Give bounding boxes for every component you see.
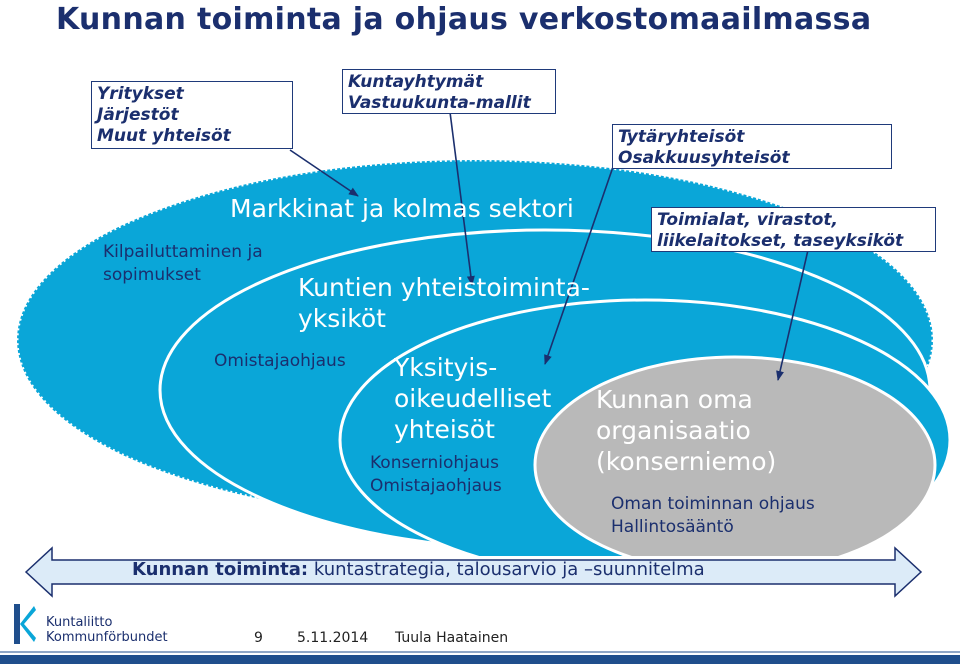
callout-tytaryhteisot [612,124,892,169]
callout-line: Yritykset [97,84,184,104]
callout-line: Osakkuusyhteisöt [618,148,790,168]
banner-rest: kuntastrategia, talousarvio ja –suunnitelma [308,559,705,580]
strategy-banner-text [132,559,705,580]
label-line: organisaatio [596,416,751,445]
label-line: yhteisöt [394,415,495,444]
callout-toimialat [651,207,936,252]
label-line: Kunnan oma [596,385,753,414]
layer-label-own-organisation [596,384,776,477]
label-line: Kuntien yhteistoiminta- [298,273,590,302]
steering-line: sopimukset [103,265,201,285]
page-title: Kunnan toiminta ja ohjaus verkostomaailmassa [56,2,872,37]
page-number: 9 [254,630,263,646]
callout-yritykset [91,81,293,149]
steering-line: Oman toiminnan ohjaus [611,494,815,514]
callout-line: Järjestöt [97,105,179,125]
footer-author: Tuula Haatainen [395,630,509,646]
steering-line: Hallintosääntö [611,517,734,537]
label-line: oikeudelliset [394,384,552,413]
steering-line: Omistajaohjaus [370,476,502,496]
steering-line: Konserniohjaus [370,453,499,473]
steering-markets [103,241,263,287]
footer-bar [0,655,960,664]
footer-date: 5.11.2014 [297,630,369,646]
layer-label-private-entities [394,352,551,445]
kuntaliitto-logo-icon [14,604,36,644]
callout-line: Toimialat, virastot, [657,210,838,230]
banner-bold: Kunnan toiminta: [132,559,309,580]
label-line: yksiköt [298,304,386,333]
steering-private-entities [370,452,502,498]
label-line: (konserniemo) [596,447,777,476]
callout-line: Tytäryhteisöt [618,127,745,147]
logo-wordmark [46,615,168,645]
steering-line: Kilpailuttaminen ja [103,242,263,262]
layer-label-markets: Markkinat ja kolmas sektori [230,194,574,223]
label-line: Yksityis- [394,353,498,382]
callout-line: Muut yhteisöt [97,126,231,146]
callout-line: Kuntayhtymät [348,72,484,92]
steering-joint-units: Omistajaohjaus [214,351,346,371]
layer-label-joint-units [298,272,590,334]
logo-line: Kuntaliitto [46,615,113,630]
steering-own-organisation [611,493,815,539]
callout-line: liikelaitokset, taseyksiköt [657,231,904,251]
logo-line: Kommunförbundet [46,630,168,645]
callout-line: Vastuukunta-mallit [348,93,531,113]
callout-kuntayhtymat [342,69,556,114]
